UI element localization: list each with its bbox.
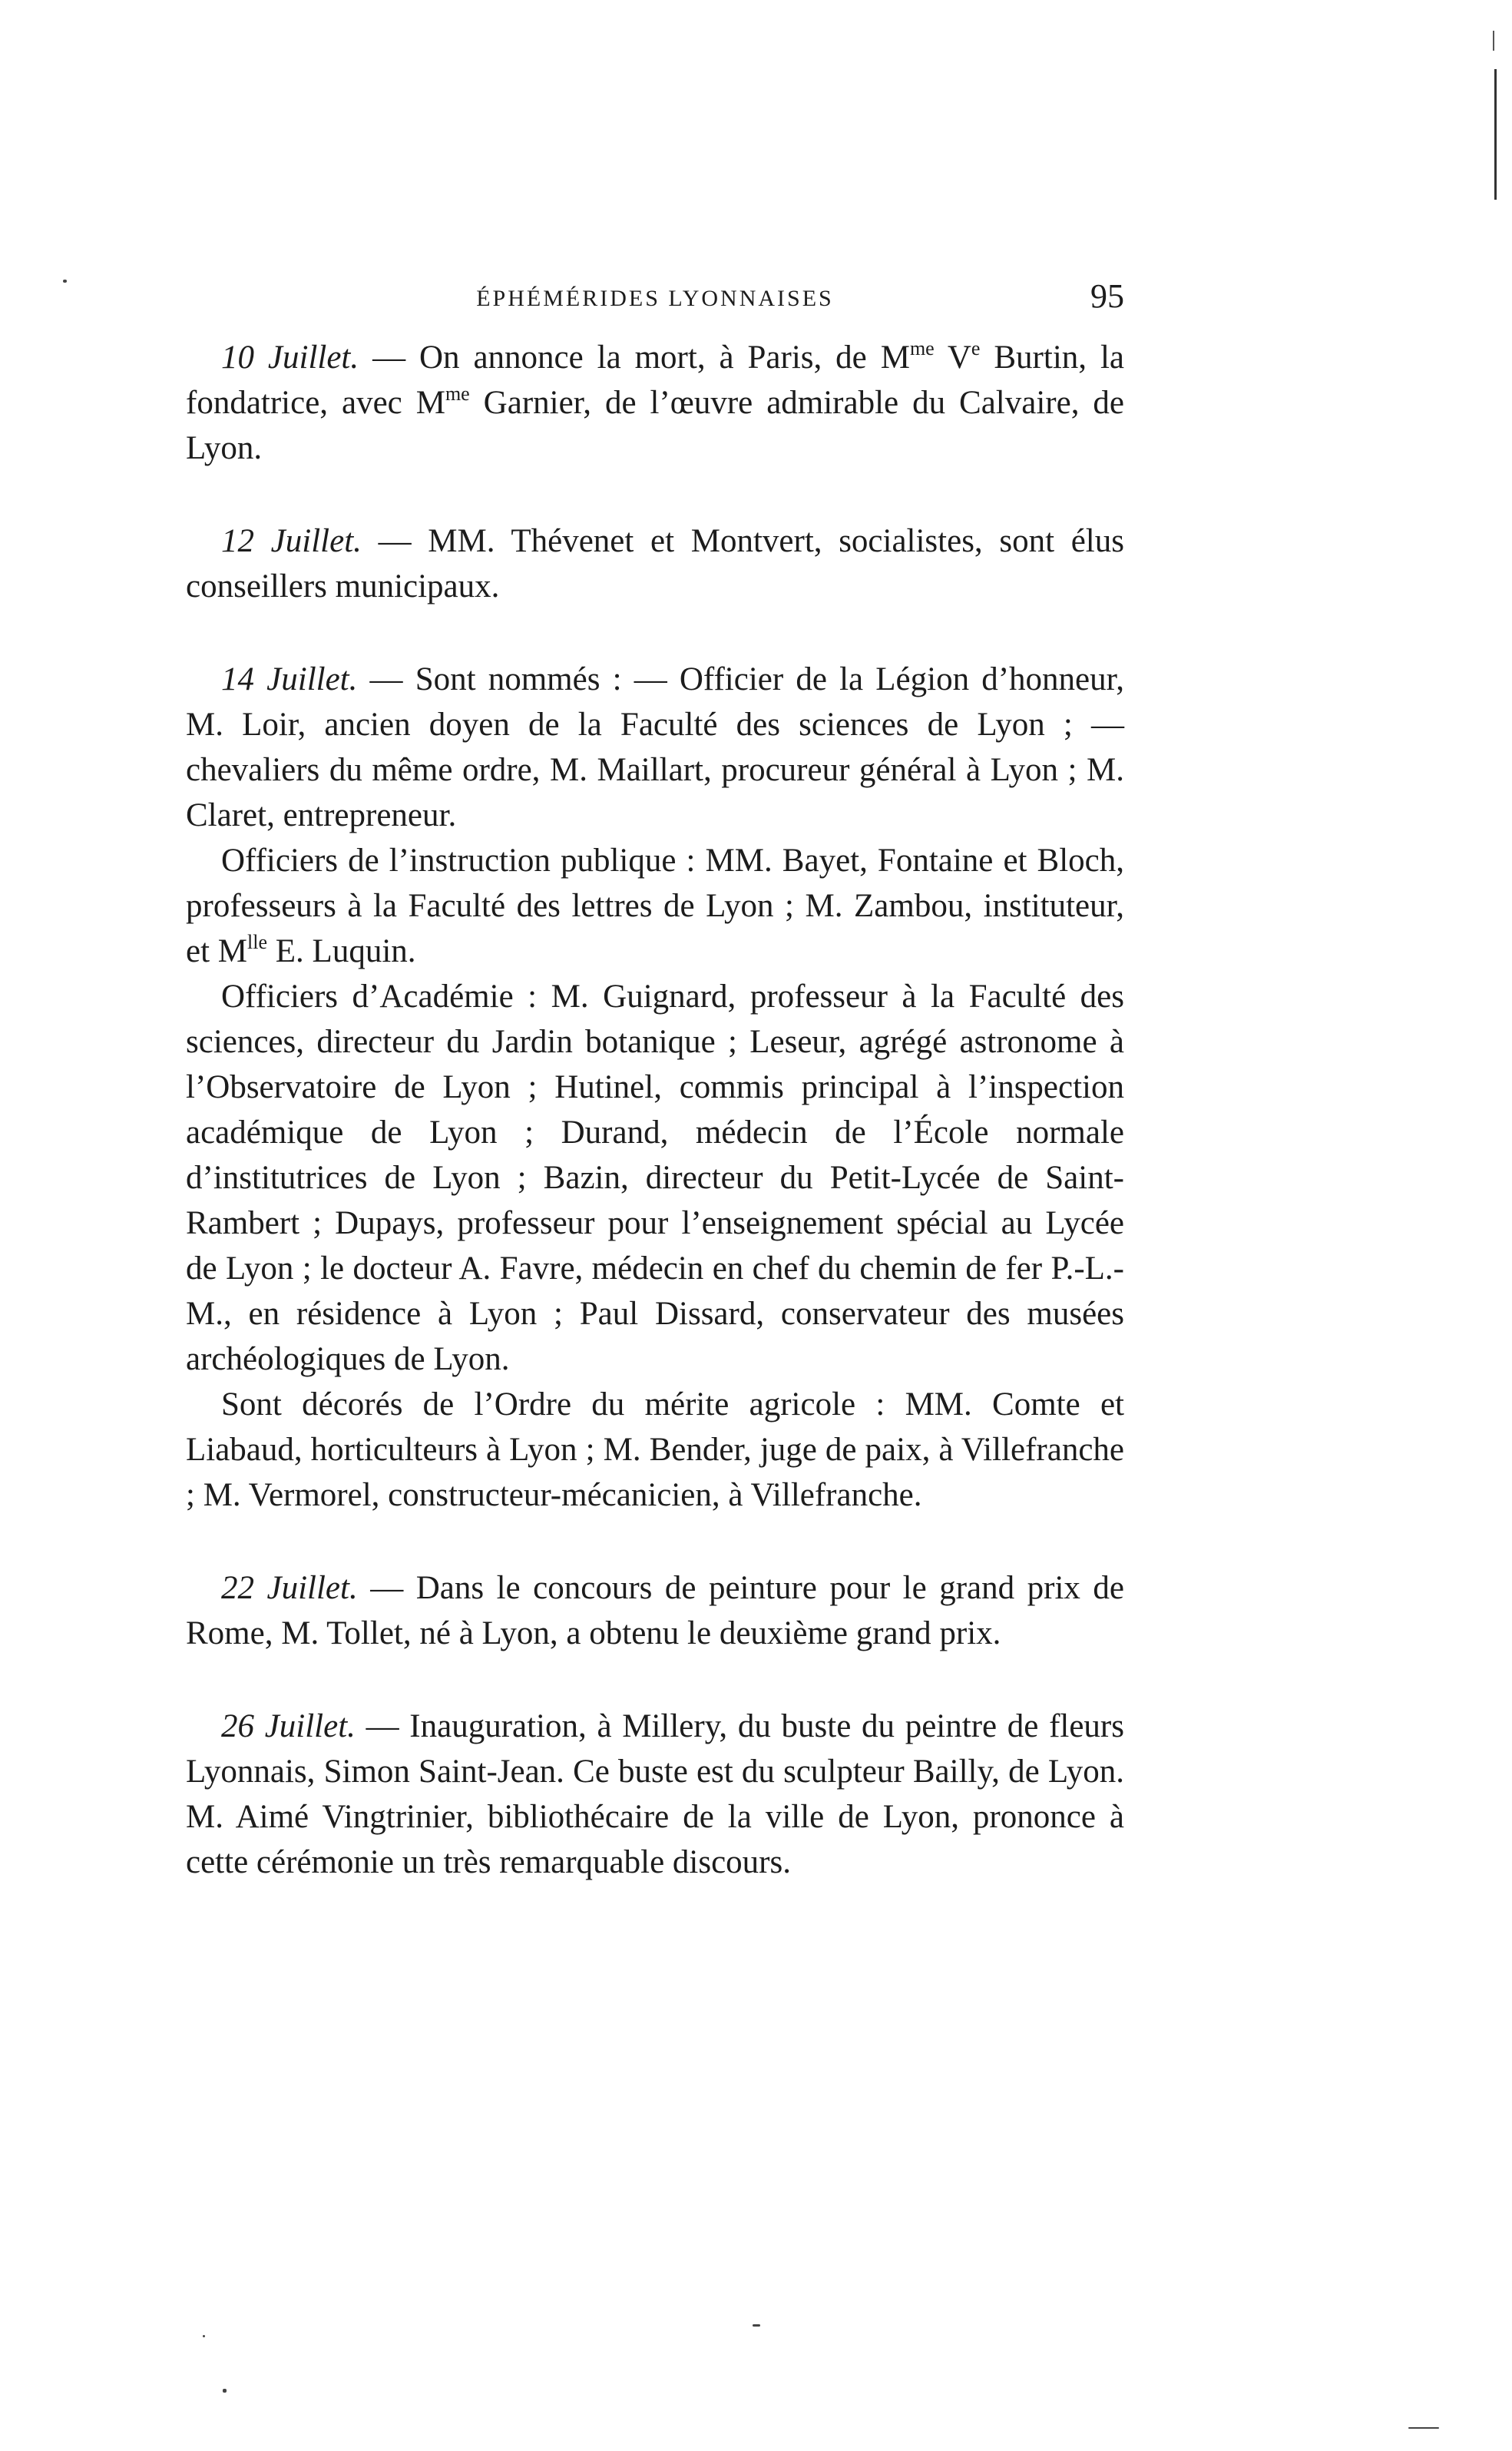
- chronicle-text: [186, 335, 1124, 1933]
- entry-text: — On annonce la mort, à Paris, de M: [359, 339, 910, 376]
- running-title: ÉPHÉMÉRIDES LYONNAISES: [476, 286, 834, 311]
- running-head: [186, 277, 1124, 323]
- entry-paragraph: [186, 1704, 1124, 1885]
- superscript-abbreviation: lle: [247, 931, 268, 953]
- entry-text: — MM. Thévenet et Montvert, socialistes, sont élus conseillers municipaux.: [186, 523, 1124, 604]
- entry-text: Burtin, la fondatrice, avec M: [186, 339, 1124, 421]
- chronicle-entry: [186, 1565, 1124, 1656]
- entry-text: V: [934, 339, 971, 376]
- chronicle-entry: [186, 657, 1124, 1518]
- entry-paragraph: [186, 657, 1124, 838]
- entry-paragraph: [186, 838, 1124, 974]
- superscript-abbreviation: e: [971, 337, 981, 359]
- chronicle-entry: [186, 518, 1124, 609]
- entry-date: 14 Juillet.: [221, 661, 358, 697]
- entry-text: E. Luquin.: [267, 933, 416, 969]
- entry-date: 26 Juillet.: [221, 1708, 356, 1744]
- page-edge-line: [1494, 69, 1497, 200]
- entry-text: Garnier, de l’œuvre admirable du Calvaire, de Lyon.: [186, 385, 1124, 466]
- entry-paragraph: [186, 518, 1124, 609]
- entry-text: — Inauguration, à Millery, du buste du peintre de fleurs Lyonnais, Simon Saint-Jean. Ce buste est du sculpteur Bailly, de Lyon. M. Aimé Vingtrinier, bibliothécaire de la ville de Lyon, prononce à cette cérémonie un très remarquable discours.: [186, 1708, 1124, 1880]
- chronicle-entry: [186, 335, 1124, 471]
- entry-paragraph: [186, 974, 1124, 1382]
- entry-text: Officiers d’Académie : M. Guignard, professeur à la Faculté des sciences, directeur du Jardin botanique ; Leseur, agrégé astronome à l’Observatoire de Lyon ; Hutinel, commis principal à l’inspection académique de Lyon ; Durand, médecin de l’École normale d’institutrices de Lyon ; Bazin, directeur du Petit-Lycée de Saint-Rambert ; Dupays, professeur pour l’enseignement spécial au Lycée de Lyon ; le docteur A. Favre, médecin en chef du chemin de fer P.-L.-M., en résidence à Lyon ; Paul Dissard, conservateur des musées archéologiques de Lyon.: [186, 979, 1124, 1377]
- superscript-abbreviation: me: [909, 337, 935, 359]
- entry-paragraph: [186, 1382, 1124, 1518]
- entry-text: — Sont nommés : — Officier de la Légion d’honneur, M. Loir, ancien doyen de la Faculté des sciences de Lyon ; — chevaliers du même ordre, M. Maillart, procureur général à Lyon ; M. Claret, entrepreneur.: [186, 661, 1124, 833]
- entry-text: Officiers de l’instruction publique : MM. Bayet, Fontaine et Bloch, professeurs à la Faculté des lettres de Lyon ; M. Zambou, instituteur, et M: [186, 843, 1124, 969]
- print-speck: [223, 2389, 227, 2393]
- entry-date: 12 Juillet.: [221, 523, 362, 559]
- print-speck: [1408, 2427, 1439, 2429]
- entry-text: Sont décorés de l’Ordre du mérite agricole : MM. Comte et Liabaud, horticulteurs à Lyon ; M. Bender, juge de paix, à Villefranche ; M. Vermorel, constructeur-mécanicien, à Villefranche.: [186, 1386, 1124, 1513]
- print-speck: [63, 280, 67, 283]
- page-number: 95: [1090, 277, 1124, 315]
- print-speck: [753, 2324, 760, 2327]
- entry-date: 22 Juillet.: [221, 1570, 358, 1606]
- entry-paragraph: [186, 1565, 1124, 1656]
- page-edge-mark: [1493, 31, 1494, 51]
- print-speck: [203, 2335, 205, 2337]
- superscript-abbreviation: me: [445, 383, 470, 405]
- entry-text: — Dans le concours de peinture pour le grand prix de Rome, M. Tollet, né à Lyon, a obtenu le deuxième grand prix.: [186, 1570, 1124, 1651]
- entry-date: 10 Juillet.: [221, 339, 359, 376]
- chronicle-entry: [186, 1704, 1124, 1885]
- entry-paragraph: [186, 335, 1124, 471]
